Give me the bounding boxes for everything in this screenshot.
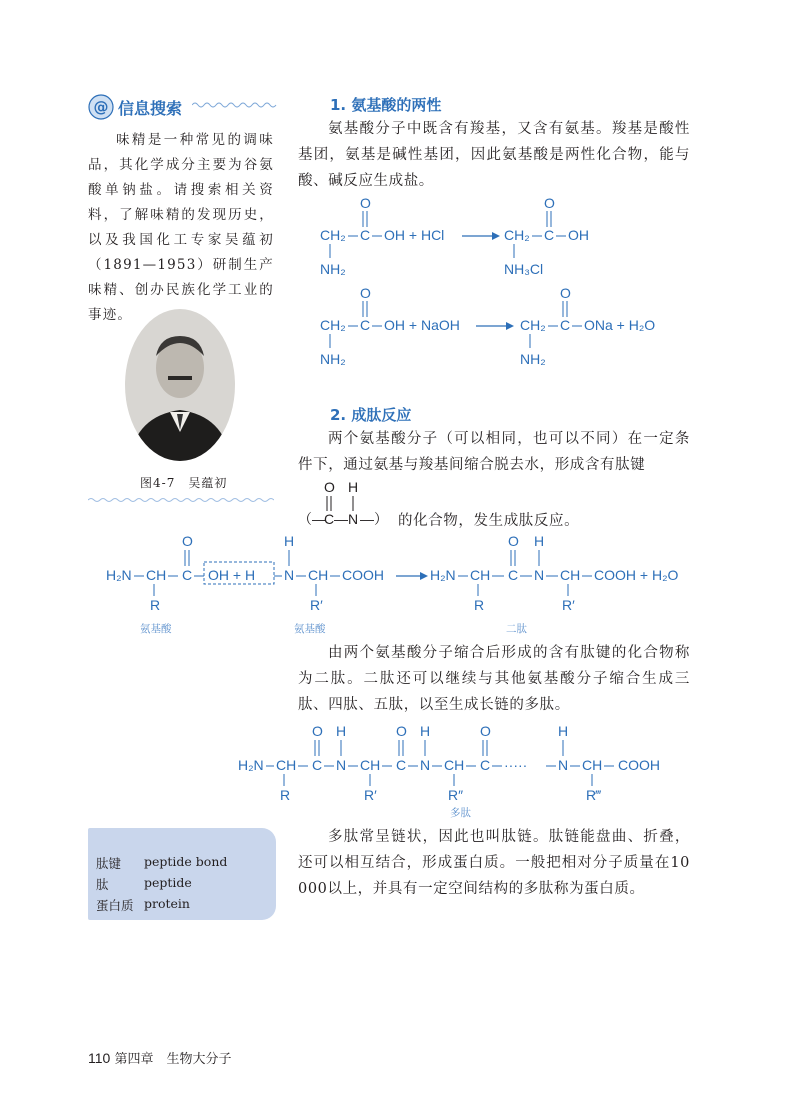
c-label: C <box>544 227 555 243</box>
svg-text:C: C <box>560 317 571 333</box>
svg-text:—: — <box>334 511 348 527</box>
reaction-arrow <box>420 572 428 580</box>
peptide-bond-structure <box>298 478 398 528</box>
info-search-title: 信息搜索 <box>118 99 183 118</box>
wave-divider <box>192 100 278 110</box>
svg-text:CH: CH <box>308 567 329 583</box>
svg-text:CH: CH <box>560 567 581 583</box>
svg-text:O: O <box>480 723 491 739</box>
svg-text:R″: R″ <box>448 787 464 803</box>
info-search-text: 味精是一种常见的调味品，其化学成分主要为谷氨酸单钠盐。请搜索相关资料，了解味精的发现历史，以及我国化工专家吴蕴初（1891—1953）研制生产味精、创办民族化学工业的事迹。 <box>88 132 274 323</box>
svg-text:CH: CH <box>146 567 167 583</box>
reaction-arrow <box>506 322 514 330</box>
section1-heading: 1. 氨基酸的两性 <box>330 96 442 114</box>
ona-h2o-label: ONa + H₂O <box>584 317 656 333</box>
svg-text:N: N <box>348 511 359 527</box>
at-sign-icon <box>88 94 114 120</box>
ch2-label: CH₂ <box>320 227 346 243</box>
svg-text:CH₂: CH₂ <box>320 317 346 333</box>
svg-text:C: C <box>396 757 407 773</box>
oh-hcl-label: OH + HCl <box>384 227 445 243</box>
svg-text:R′: R′ <box>562 597 575 613</box>
glossary-box: 肽键 peptide bond 肽 peptide 蛋白质 protein <box>88 828 276 920</box>
svg-text:O: O <box>508 533 519 549</box>
svg-text:O: O <box>560 286 571 301</box>
svg-text:H₂N: H₂N <box>430 567 456 583</box>
svg-text:R‴: R‴ <box>586 787 602 803</box>
label-dipeptide: 二肽 <box>506 623 527 635</box>
svg-text:H: H <box>420 723 431 739</box>
svg-text:（—: （— <box>298 511 326 527</box>
svg-text:H₂N: H₂N <box>238 757 264 773</box>
portrait-photo <box>124 308 236 462</box>
svg-text:H: H <box>558 723 569 739</box>
svg-text:R: R <box>280 787 291 803</box>
svg-text:COOH: COOH <box>618 757 660 773</box>
svg-text:H: H <box>534 533 545 549</box>
svg-text:C: C <box>324 511 335 527</box>
svg-text:N: N <box>284 567 295 583</box>
info-search-header <box>88 94 278 120</box>
figure-caption: 图4-7 吴蕴初 <box>140 476 228 490</box>
svg-text:·····: ····· <box>504 757 528 773</box>
svg-text:NH₂: NH₂ <box>520 351 546 367</box>
svg-text:CH: CH <box>444 757 465 773</box>
section2-paragraph-tail: 的化合物，发生成肽反应。 <box>398 513 580 529</box>
o-label: O <box>544 196 555 211</box>
svg-text:N: N <box>336 757 347 773</box>
svg-text:R′: R′ <box>310 597 323 613</box>
c-label: C <box>360 227 371 243</box>
peptide-formation-reaction <box>96 532 706 636</box>
svg-text:COOH: COOH <box>342 567 384 583</box>
svg-text:CH₂: CH₂ <box>520 317 546 333</box>
nh3cl-label: NH₃Cl <box>504 261 544 277</box>
reaction-naoh <box>300 286 700 370</box>
section2-paragraph: 两个氨基酸分子（可以相同，也可以不同）在一定条件下，通过氨基与羧基间缩合脱去水，形成含有肽键 <box>298 431 690 473</box>
polypeptide-structure <box>230 722 690 822</box>
svg-text:N: N <box>558 757 569 773</box>
svg-text:NH₂: NH₂ <box>320 351 346 367</box>
svg-text:C: C <box>508 567 519 583</box>
label-amino-acid-2: 氨基酸 <box>294 623 326 635</box>
o-label: O <box>360 196 371 211</box>
svg-text:C: C <box>312 757 323 773</box>
svg-text:H: H <box>348 479 359 495</box>
oh-label: OH <box>568 227 589 243</box>
svg-text:C: C <box>182 567 193 583</box>
ch2-label: CH₂ <box>504 227 530 243</box>
svg-text:O: O <box>360 286 371 301</box>
svg-text:CH: CH <box>276 757 297 773</box>
svg-text:O: O <box>182 533 193 549</box>
svg-text:H₂N: H₂N <box>106 567 132 583</box>
page-number: 110 <box>88 1050 111 1066</box>
label-amino-acid-1: 氨基酸 <box>140 623 172 635</box>
page-footer <box>88 1048 231 1067</box>
oh-naoh-label: OH + NaOH <box>384 317 460 333</box>
section2b-paragraph: 由两个氨基酸分子缩合后形成的含有肽键的化合物称为二肽。二肽还可以继续与其他氨基酸分子缩合生成三肽、四肽、五肽，以至生成长链的多肽。 <box>298 645 690 713</box>
svg-text:CH: CH <box>360 757 381 773</box>
svg-text:R: R <box>150 597 161 613</box>
nh2-label: NH₂ <box>320 261 346 277</box>
svg-text:O: O <box>396 723 407 739</box>
section2-heading: 2. 成肽反应 <box>330 406 412 424</box>
svg-text:N: N <box>420 757 431 773</box>
section2c-paragraph: 多肽常呈链状，因此也叫肽链。肽链能盘曲、折叠，还可以相互结合，形成蛋白质。一般把相对分子质量在10 000以上，并具有一定空间结构的多肽称为蛋白质。 <box>298 829 690 897</box>
svg-text:H: H <box>284 533 295 549</box>
svg-text:—）: —） <box>360 511 388 527</box>
svg-text:N: N <box>534 567 545 583</box>
svg-text:CH: CH <box>582 757 603 773</box>
svg-text:@: @ <box>93 98 109 116</box>
label-polypeptide: 多肽 <box>450 807 471 819</box>
svg-text:CH: CH <box>470 567 491 583</box>
reaction-hcl <box>300 196 700 280</box>
svg-text:C: C <box>480 757 491 773</box>
svg-text:R′: R′ <box>364 787 377 803</box>
section1-paragraph: 氨基酸分子中既含有羧基，又含有氨基。羧基是酸性基团，氨基是碱性基团，因此氨基酸是两性化合物，能与酸、碱反应生成盐。 <box>298 121 690 189</box>
svg-text:COOH + H₂O: COOH + H₂O <box>594 567 679 583</box>
svg-text:C: C <box>360 317 371 333</box>
svg-text:H: H <box>336 723 347 739</box>
svg-text:OH + H: OH + H <box>208 567 256 583</box>
svg-text:R: R <box>474 597 485 613</box>
svg-text:O: O <box>312 723 323 739</box>
reaction-arrow <box>492 232 500 240</box>
wave-divider-bottom <box>88 496 274 504</box>
chapter-title: 第四章 生物大分子 <box>114 1052 232 1067</box>
svg-text:O: O <box>324 479 335 495</box>
